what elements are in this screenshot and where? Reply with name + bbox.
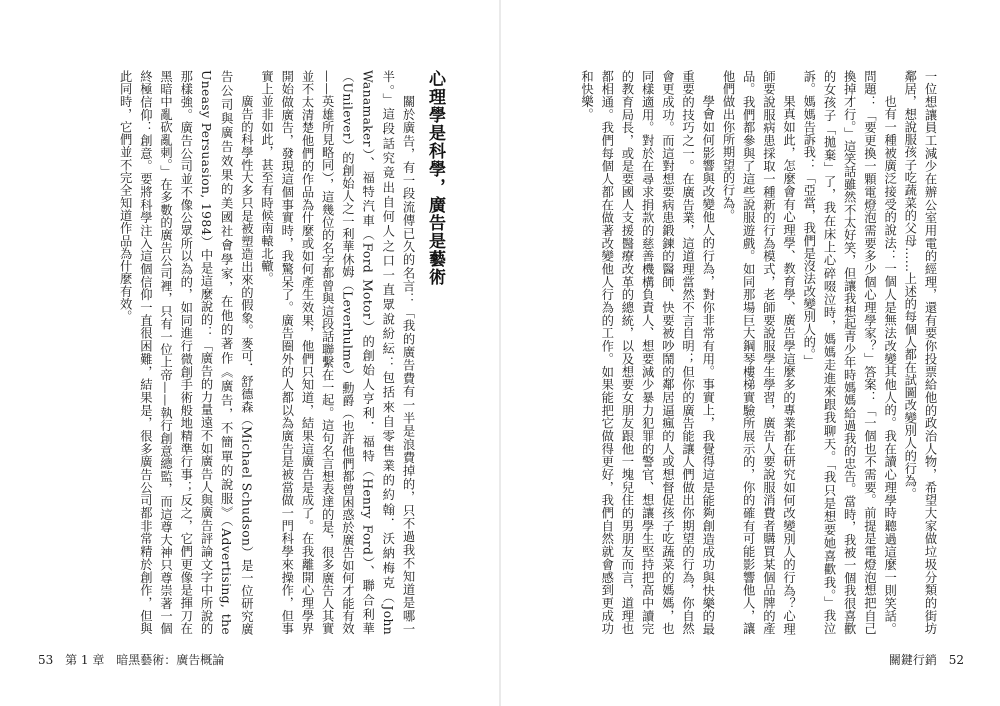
left-footer [38, 651, 232, 668]
book-title: 關鍵行銷 [888, 653, 937, 667]
page-number-right: 52 [948, 653, 964, 667]
right-footer [881, 651, 964, 668]
section-title: 心理學是科學，廣告是藝術 [425, 70, 445, 286]
right-paragraph-3: 果真如此，怎麼會有心理學、教育學、廣告學這麼多的專業都在研究如何改變別人的行為？心理師要說服病患採取一種新的行為模式，老師要說服學生學習，廣告人要說服消費者購買某個品牌的產品。我們都參與了這些說服遊戲。如同那場巨大鋼琴樓梯實驗所展示的，你的確有可能影響他人，讓他們做出你所期望的行為。 [720, 70, 796, 635]
chapter-label: 第 1 章 [65, 653, 105, 667]
right-paragraph-2: 也有一種被廣泛接受的說法：一個人是無法改變其他人的。我在讀心理學時聽過這麼一則笑話。問題：「要更換一顆電燈泡需要多少個心理學家？」答案：「一個也不需要。前提是電燈泡想把自己換掉才行。」這笑話雖然不太好笑，但讓我想起青少年時媽媽給過我的忠告。當時，我被一個我很喜歡的女孩子「拋棄」了，我在床上心碎啜泣時，媽媽走進來跟我聊天。「我只是想要她喜歡我。」我泣訴。媽媽告訴我：「亞當，我們是沒法改變別人的。」 [801, 70, 897, 635]
right-page [500, 0, 1000, 706]
left-paragraph-1: 關於廣告，有一段流傳已久的名言：「我的廣告費有一半是浪費掉的，只不過我不知道是哪一半。」這段話究竟出自何人之口一直眾說紛紜：包括來自零售業的約翰．沃納梅克（John Wanamaker）、福特汽車（Ford Motor）的創始人亨利．福特（Henry Ford）、聯合利華（Unilever）的創始人之一利華休姆（Leverhulme）勳爵（也許他們都曾困惑於廣告如何才能有效——英雄所見略同），這幾位的名字都曾與這段話聯繫在一起。這句名言想表達的是，很多廣告人其實並不太清楚他們的作品為什麼或如何產生效果，他們只知道，結果這廣告是成了。在我離開心理學界開始做廣告，發現這個事實時，我驚呆了。廣告圈外的人都以為廣告是被當做一門科學來操作，但事實上並非如此，甚至有時候南轅北轍。 [259, 70, 415, 635]
right-paragraph-1: 一位想讓員工減少在辦公室用電的經理，還有要你投票給他的政治人物，希望大家做垃圾分類的街坊鄰居，想說服孩子吃蔬菜的父母……上述的每個人都在試圖改變別人的行為。 [902, 70, 937, 635]
left-paragraph-2: 廣告的科學性大多只是被塑造出來的假象。麥可．舒德森（Michael Schudson）是一位研究廣告公司與廣告效果的美國社會學家，在他的著作《廣告，不簡單的說服》（Advertising, the Uneasy Persuasion, 1984）中是這麼說的：「廣告的力量遠不如廣告人與廣告評論文字中所說的那樣強。廣告公司並不像公眾所以為的，如同進行微創手術般地精準行事；反之，它們更像是揮刀在黑暗中亂砍亂刺。」在多數的廣告公司裡，只有一位上帝——執行創意總監，而這尊大神只尊崇著一個終極信仰：創意。要將科學注入這個信仰一直很困難，結果是，很多廣告公司都非常精於創作，但與此同時，它們並不完全知道作品為什麼有效。 [118, 70, 254, 635]
left-page-body [48, 70, 418, 635]
page-number-left: 53 [38, 653, 54, 667]
chapter-title: 暗黑藝術：廣告概論 [116, 653, 225, 667]
right-page-body [560, 70, 940, 635]
right-paragraph-4: 學會如何影響與改變他人的行為，對你非常有用。事實上，我覺得這是能夠創造成功與快樂的最重要的技巧之一。在廣告業，這道理當然不言自明；但你的廣告能讓人們做出你期望的行為，你自然會更成功。而這對想要病患鍛鍊的醫師、快要被吵鬧的鄰居逼瘋的人或想督促孩子吃蔬菜的媽媽，也同樣適用。對於在尋求捐款的慈善機構負責人、想要減少暴力犯罪的警官、想讓學生堅持把高中讀完的教育局長，或是要國人支援醫療改革的總統，以及想要女朋友跟他一塊兒住的男朋友而言，道理也都相通。我們每個人都在做著改變他人行為的工作。如果能把它做得更好，我們自然就會感到更成功和快樂。 [579, 70, 715, 635]
